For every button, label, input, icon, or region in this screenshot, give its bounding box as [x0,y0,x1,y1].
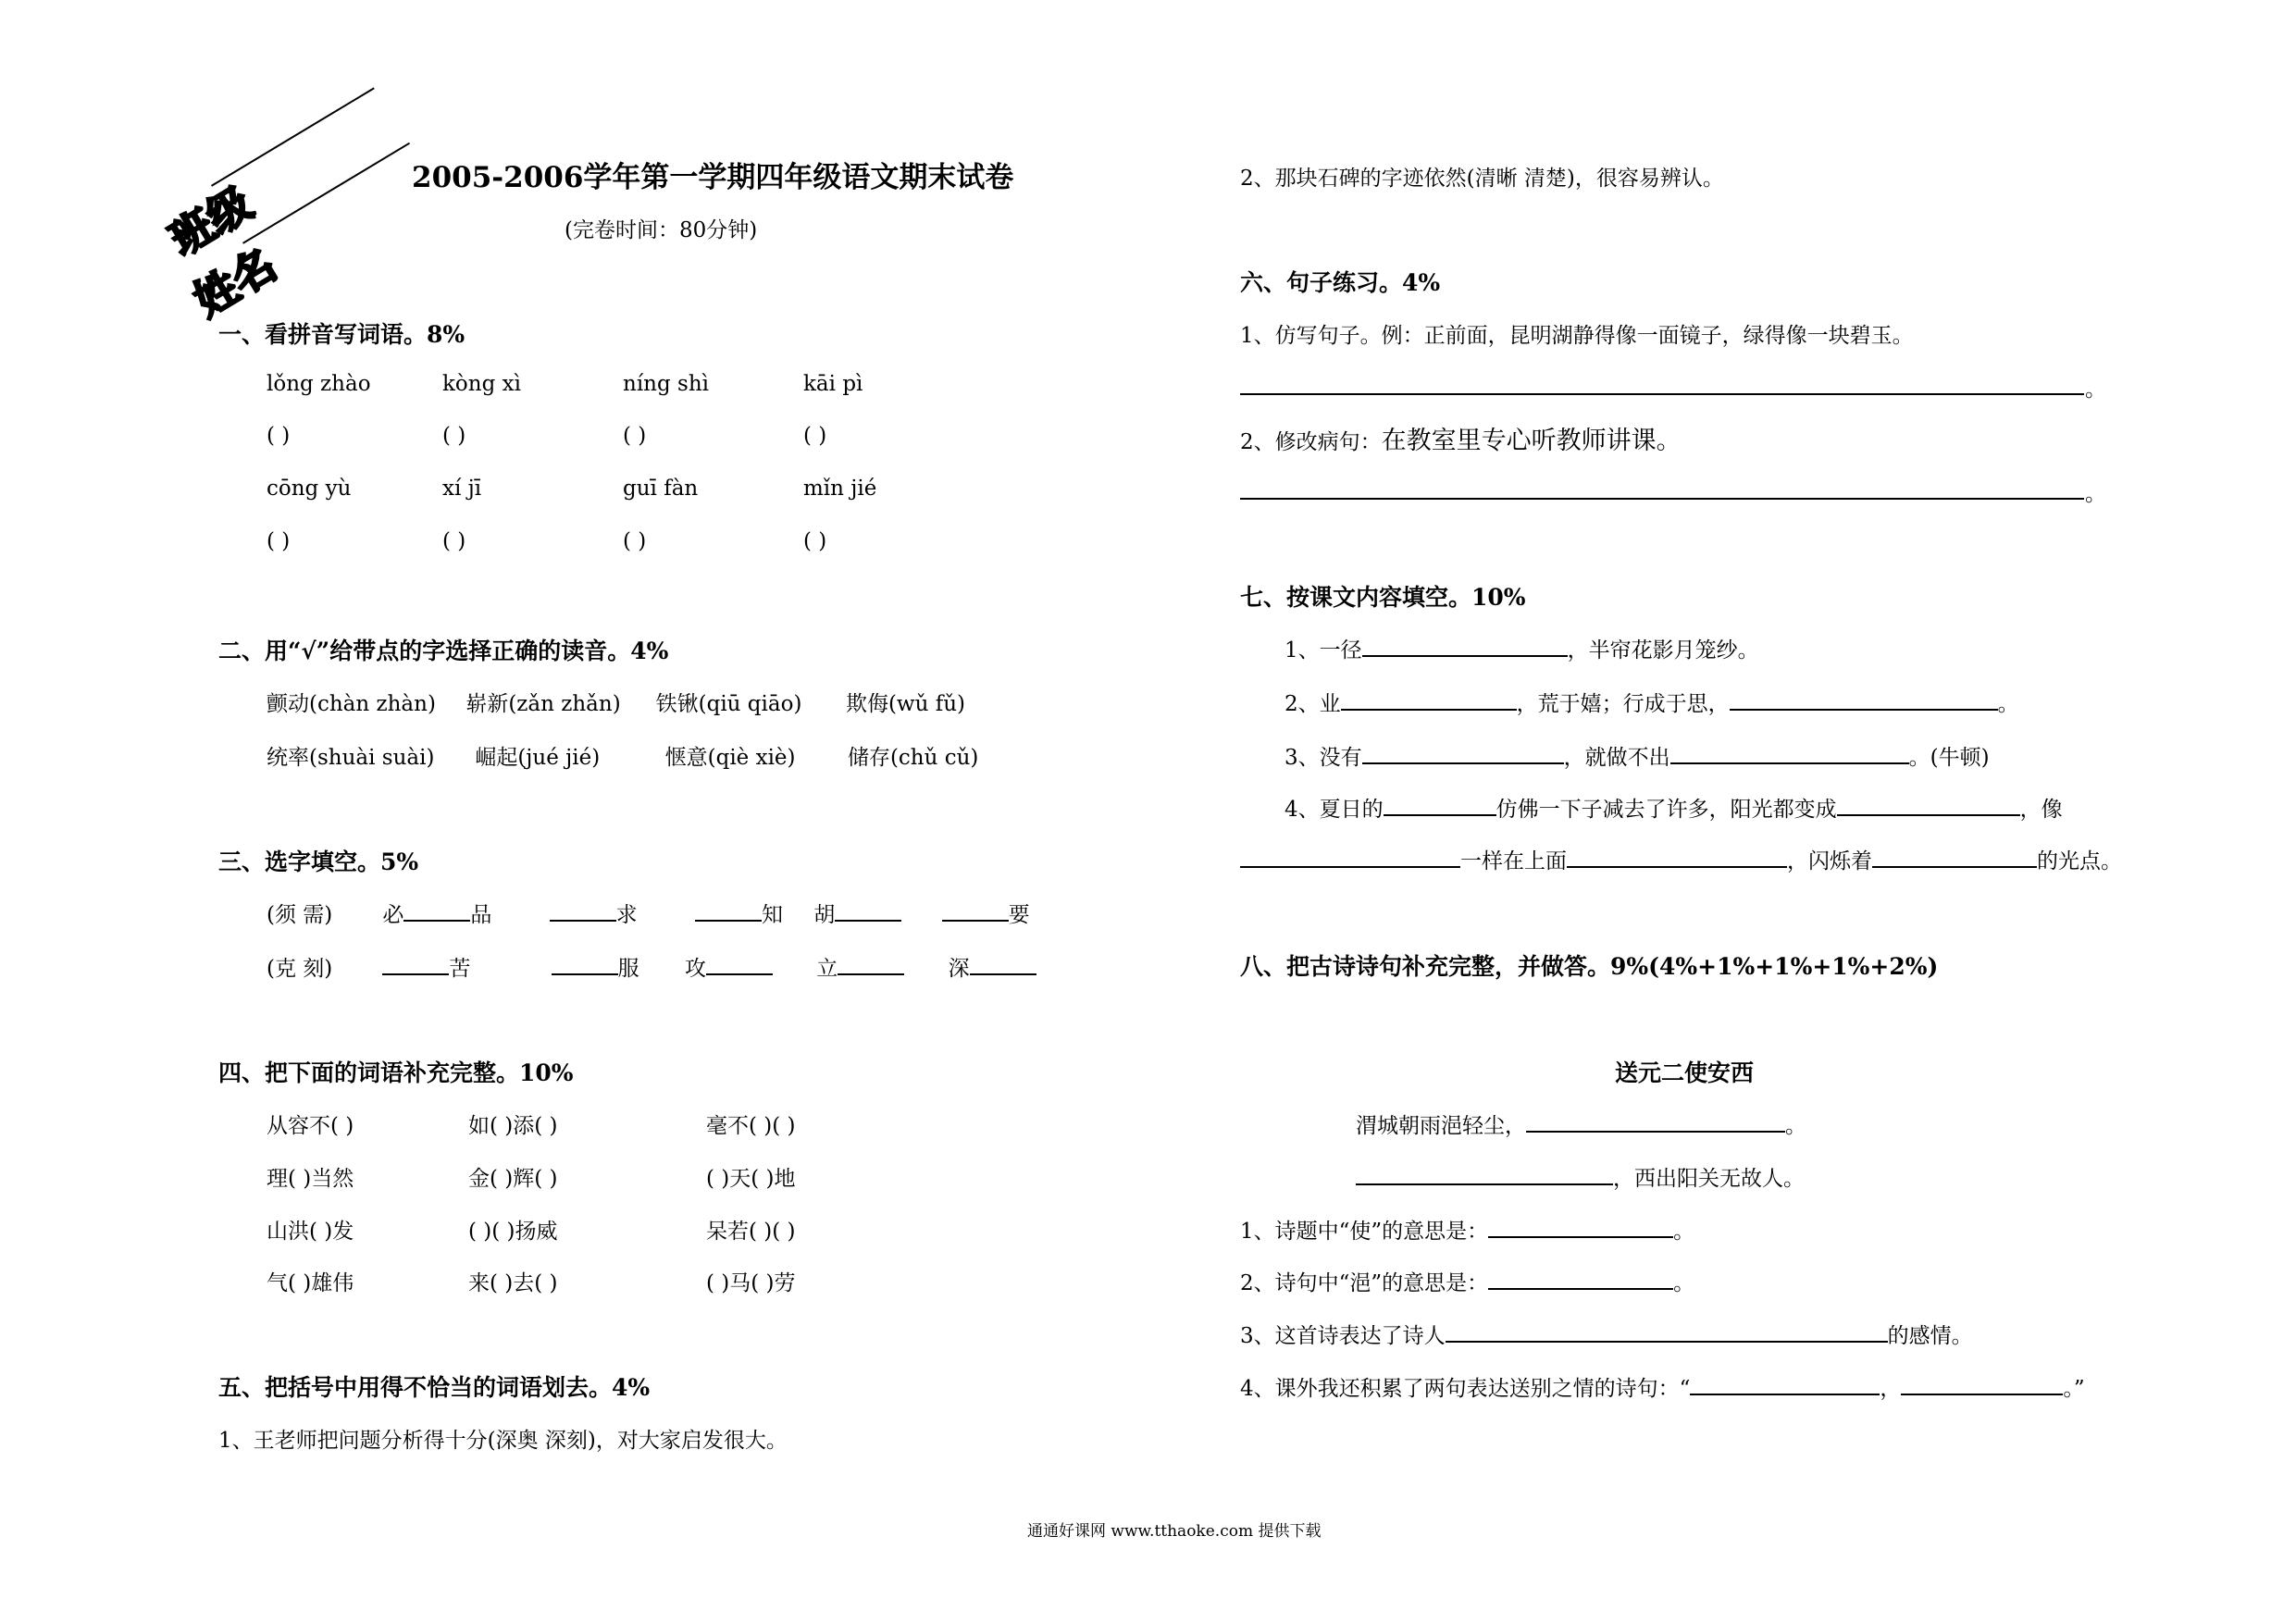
blank-line[interactable] [942,898,1009,922]
blank-line[interactable] [838,951,904,975]
idiom-row-2 [267,1161,796,1192]
blank-line[interactable] [1356,1161,1613,1185]
blank-line[interactable] [1362,633,1568,657]
fixed-char: 立 [816,957,838,982]
reading-item[interactable]: 铁锹(qiū qiāo) [655,692,802,716]
blank-line[interactable] [1488,1266,1673,1290]
section-3-heading: 三、选字填空。5% [218,849,419,875]
answer-line[interactable] [1240,498,2084,500]
emphasis-dots [0,0,204,31]
recite-text: 仿佛一下子减去了许多，阳光都变成 [1496,798,1837,823]
blank-line[interactable] [835,898,901,922]
blank-line[interactable] [706,951,773,975]
poem-text: ，西出阳关无故人。 [1613,1167,1805,1192]
idiom-item[interactable]: ( )( )扬威 [468,1220,558,1244]
pinyin-row-1 [267,372,984,396]
question-text: 4、课外我还积累了两句表达送别之情的诗句：“ [1240,1377,1691,1402]
pinyin-item: níng shì [623,372,709,396]
idiom-item[interactable]: 呆若( )( ) [706,1220,796,1244]
name-label-stamp: 姓名 [185,239,285,327]
recite-text: 3、没有 [1285,746,1362,771]
recite-text: ，半帘花影月笼纱。 [1567,638,1759,663]
answer-paren[interactable]: ( ) [267,424,291,448]
section-5-heading: 五、把括号中用得不恰当的词语划去。4% [218,1374,651,1401]
fixed-char: 品 [470,903,492,928]
recite-q1 [1285,633,1759,663]
idiom-row-4 [267,1266,796,1296]
poem-q4 [1240,1371,2085,1402]
recite-q4-line-2 [1240,844,2122,874]
question-text: 1、诗题中“使”的意思是： [1240,1220,1489,1245]
question-text: 3、这首诗表达了诗人 [1240,1324,1446,1349]
emphasis-dot [278,692,299,716]
fixed-char: 要 [1008,903,1030,928]
poem-q1 [1240,1214,1694,1245]
section-7-heading: 七、按课文内容填空。10% [1240,584,1526,611]
question-text: 的感情。 [1887,1324,1973,1349]
idiom-item[interactable]: 山洪( )发 [267,1220,354,1244]
recite-text: 1、一径 [1285,638,1362,663]
fixed-char: 深 [948,957,970,982]
blank-line[interactable] [1362,740,1564,764]
question-text: ， [1880,1377,1902,1402]
recite-text: 。 [1997,692,2019,717]
reading-item[interactable]: 崛起(jué jié) [475,746,601,770]
footer-credit: 通通好课网 www.tthaoke.com 提供下载 [1027,1522,1322,1541]
reading-item[interactable]: 惬意(qiè xiè) [664,746,796,770]
idiom-item[interactable]: 如( )添( ) [468,1114,558,1138]
blank-line[interactable] [1872,844,2037,868]
section-5-question-1[interactable]: 1、王老师把问题分析得十分(深奥 深刻)，对大家启发很大。 [218,1429,788,1453]
blank-line[interactable] [695,898,762,922]
recite-text: ，荒于嬉；行成于思， [1516,692,1730,717]
answer-paren-row-1 [267,424,984,448]
emphasis-dot [931,692,952,716]
answer-paren[interactable]: ( ) [803,529,827,553]
poem-q3 [1240,1319,1973,1349]
recite-text: 4、夏日的 [1285,798,1384,823]
recite-text: ，像 [2019,798,2063,823]
question-text: 。 [1673,1220,1695,1245]
class-label-stamp: 班级 [161,178,261,266]
blank-line[interactable] [1901,1371,2063,1395]
answer-paren-row-2 [267,529,984,553]
answer-line-end: 。 [2085,482,2106,506]
reading-item[interactable]: 统率(shuài suài) [267,746,435,770]
recite-text: 。(牛顿) [1908,746,1990,771]
emphasis-dot [807,746,828,770]
blank-line[interactable] [382,951,449,975]
blank-line[interactable] [552,951,618,975]
emphasis-dot [729,692,751,716]
section-6-heading: 六、句子练习。4% [1240,269,1441,296]
section-6-question-1: 1、仿写句子。例：正前面，昆明湖静得像一面镜子，绿得像一块碧玉。 [1240,324,1914,348]
idiom-row-3 [267,1214,796,1245]
answer-line-end: 。 [2085,378,2106,402]
blank-line[interactable] [970,951,1036,975]
question-text: 。 [1673,1271,1695,1296]
reading-line-2 [267,740,978,771]
fixed-char: 服 [617,957,639,982]
poem-title: 送元二使安西 [1615,1059,1755,1086]
question-text: 2、诗句中“浥”的意思是： [1240,1271,1489,1296]
answer-paren[interactable]: ( ) [803,424,827,448]
exam-subtitle: (完卷时间：80分钟) [565,218,758,242]
poem-text: 渭城朝雨浥轻尘， [1356,1114,1526,1139]
blank-line[interactable] [1670,740,1909,764]
poem-line-2 [1356,1161,1805,1192]
pinyin-row-2 [267,477,984,501]
idiom-item[interactable]: ( )天( )地 [706,1167,796,1191]
reading-item[interactable]: 崭新(zǎn zhǎn) [465,692,621,716]
emphasis-dot [1863,324,1884,348]
blank-line[interactable] [1384,792,1496,816]
recite-q4-line-1 [1285,792,2063,823]
recite-text: 的光点。 [2037,849,2122,874]
question-text: 。” [2063,1377,2085,1402]
reading-item[interactable]: 欺侮(wǔ fǔ) [845,692,966,716]
name-line-top [211,87,375,186]
choice-label: (须 需) [267,903,333,928]
answer-paren[interactable]: ( ) [623,424,647,448]
blank-line[interactable] [403,898,470,922]
fixed-char: 苦 [449,957,471,982]
poem-text: 。 [1785,1114,1806,1139]
pinyin-item: mǐn jié [803,477,877,501]
recite-text: ，就做不出 [1563,746,1670,771]
emphasis-dot [392,746,414,770]
blank-line[interactable] [1341,687,1517,711]
name-line-bottom [242,142,410,244]
pinyin-item: cōng yù [267,477,352,501]
section-8-heading: 八、把古诗诗句补充完整，并做答。9%(4%+1%+1%+1%+2%) [1240,953,1939,980]
answer-paren[interactable]: ( ) [267,529,291,553]
section-4-heading: 四、把下面的词语补充完整。10% [218,1059,574,1086]
blank-line[interactable] [1446,1319,1888,1343]
recite-text: ，闪烁着 [1787,849,1872,874]
choice-label: (克 刻) [267,957,333,982]
idiom-item[interactable]: 来( )去( ) [468,1271,558,1295]
idiom-item[interactable]: 气( )雄伟 [267,1271,354,1295]
emphasis-dot [507,692,528,716]
fixed-char: 胡 [813,903,836,928]
reading-item[interactable]: 储存(chǔ cǔ) [847,746,979,770]
faulty-sentence: 在教室里专心听教师讲课。 [1381,427,1682,455]
recite-text: 2、业 [1285,692,1341,717]
answer-line[interactable] [1240,393,2084,395]
blank-line[interactable] [550,898,616,922]
pinyin-item: guī fàn [623,477,699,501]
fixed-char: 攻 [684,957,706,982]
section-6-question-2 [1240,420,1682,456]
poem-line-1 [1356,1109,1806,1139]
idiom-item[interactable]: ( )马( )劳 [706,1271,796,1295]
section-2-heading: 二、用“√”给带点的字选择正确的读音。4% [218,638,669,664]
emphasis-dot [1619,324,1640,348]
exam-title: 2005-2006学年第一学期四年级语文期末试卷 [412,161,1014,194]
recite-text: 一样在上面 [1460,849,1567,874]
blank-line[interactable] [1240,844,1460,868]
pinyin-item: kòng xì [442,372,521,396]
answer-paren[interactable]: ( ) [442,529,466,553]
idiom-row-1 [267,1109,796,1139]
idiom-item[interactable]: 毫不( )( ) [706,1114,796,1138]
poem-q2 [1240,1266,1694,1296]
idiom-item[interactable]: 金( )辉( ) [468,1167,558,1191]
question-prefix: 2、修改病句： [1240,430,1382,454]
pinyin-item: xí jī [442,477,482,501]
idiom-item[interactable]: 理( )当然 [267,1167,354,1191]
blank-line[interactable] [1488,1214,1673,1238]
section-5-question-2[interactable]: 2、那块石碑的字迹依然(清晰 清楚)，很容易辨认。 [1240,167,1724,191]
emphasis-dot [598,746,619,770]
blank-line[interactable] [1690,1371,1880,1395]
blank-line[interactable] [1730,687,1998,711]
blank-line[interactable] [1567,844,1787,868]
fill-char-line-1 [267,898,1030,928]
reading-item[interactable]: 颤动(chàn zhàn) [267,692,436,716]
fixed-char: 必 [382,903,404,928]
emphasis-dot [1013,746,1035,770]
recite-q3 [1285,740,1990,771]
pinyin-item: lǒng zhào [267,372,371,396]
fill-char-line-2 [267,951,1036,982]
answer-paren[interactable]: ( ) [442,424,466,448]
section-1-heading: 一、看拼音写词语。8% [218,321,465,348]
pinyin-item: kāi pì [803,372,863,396]
idiom-item[interactable]: 从容不( ) [267,1114,354,1138]
blank-line[interactable] [1837,792,2020,816]
reading-line-1 [267,687,965,717]
answer-paren[interactable]: ( ) [623,529,647,553]
blank-line[interactable] [1526,1109,1785,1133]
recite-q2 [1285,687,2019,717]
fixed-char: 求 [615,903,638,928]
fixed-char: 知 [761,903,783,928]
